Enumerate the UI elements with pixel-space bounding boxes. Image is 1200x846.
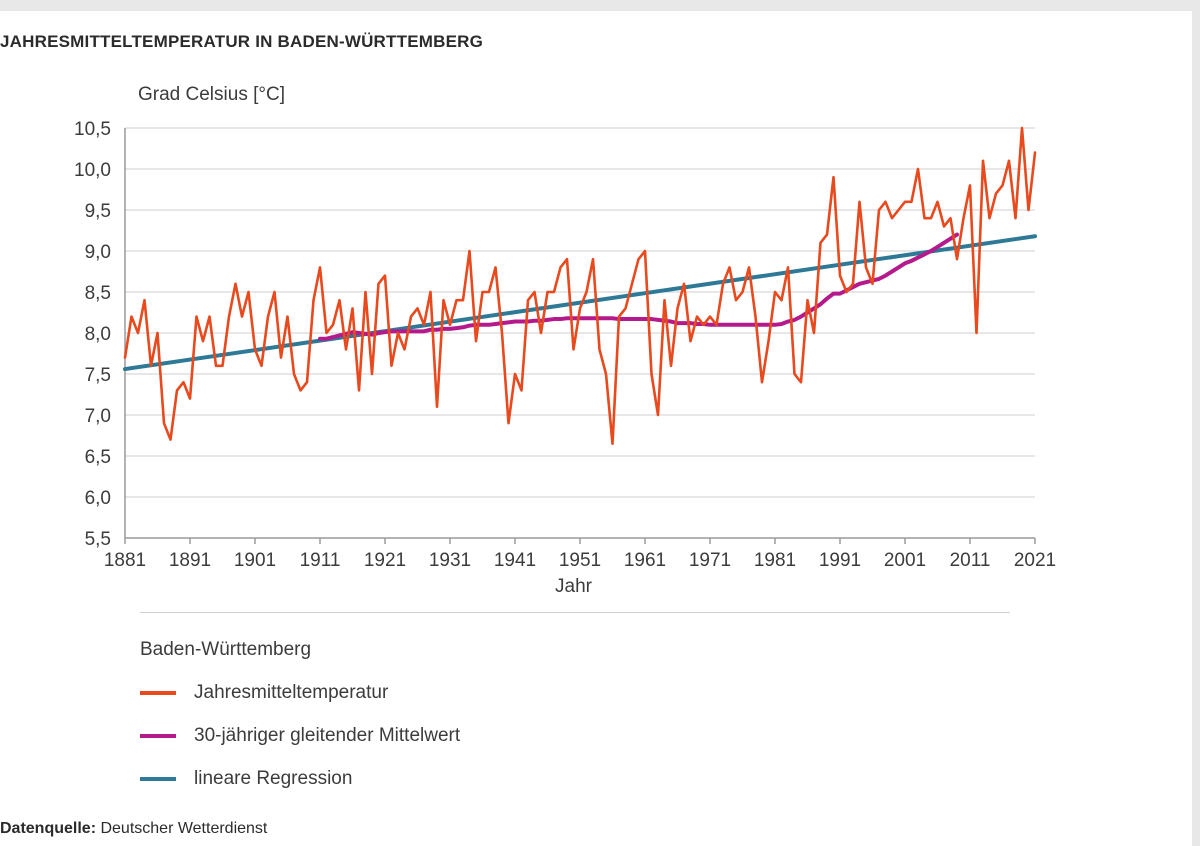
legend-label-gleitender-mittelwert: 30-jähriger gleitender Mittelwert (194, 725, 461, 746)
legend-group-title: Baden-Württemberg (140, 639, 312, 660)
y-tick-label: 10,5 (74, 119, 111, 140)
y-tick-label: 7,5 (84, 365, 111, 386)
series-lineare-regression (125, 236, 1035, 369)
legend-item-jahresmitteltemperatur[interactable] (140, 682, 1010, 704)
legend-swatch-lineare-regression (140, 777, 176, 781)
legend-label-jahresmitteltemperatur: Jahresmitteltemperatur (194, 682, 389, 703)
x-tick-label: 1881 (103, 550, 147, 571)
y-tick-label: 10,0 (74, 160, 111, 181)
legend-swatch-gleitender-mittelwert (140, 734, 176, 738)
x-tick-label: 1981 (753, 550, 797, 571)
data-source-label: Datenquelle: (0, 820, 97, 837)
x-tick-label: 1951 (558, 550, 602, 571)
x-tick-label: 1961 (623, 550, 667, 571)
legend-swatch-jahresmitteltemperatur (140, 691, 176, 695)
x-axis-label: Jahr (555, 576, 592, 597)
y-tick-label: 8,0 (84, 324, 111, 345)
y-axis-label: Grad Celsius [°C] (138, 84, 285, 105)
y-tick-label: 6,5 (84, 447, 111, 468)
legend-item-lineare-regression[interactable] (140, 768, 1010, 790)
legend-divider (140, 612, 1010, 613)
x-tick-label: 2021 (1013, 550, 1057, 571)
legend (140, 612, 1010, 790)
x-tick-label: 1991 (818, 550, 862, 571)
legend-item-gleitender-mittelwert[interactable] (140, 725, 1010, 747)
y-tick-label: 8,5 (84, 283, 111, 304)
page-title: JAHRESMITTELTEMPERATUR IN BADEN-WÜRTTEMBERG (0, 32, 484, 51)
x-tick-label: 2001 (883, 550, 927, 571)
x-tick-label: 1901 (233, 550, 277, 571)
y-tick-label: 5,5 (84, 529, 111, 550)
y-tick-label: 9,0 (84, 242, 111, 263)
y-tick-label: 9,5 (84, 201, 111, 222)
data-source-value: Deutscher Wetterdienst (100, 820, 268, 837)
x-tick-label: 1931 (428, 550, 472, 571)
y-tick-label: 6,0 (84, 488, 111, 509)
x-tick-label: 1941 (493, 550, 537, 571)
data-source (0, 820, 267, 838)
x-tick-label: 1911 (299, 550, 341, 571)
x-tick-label: 2011 (949, 550, 991, 571)
series-gleitender-mittelwert (320, 235, 957, 339)
x-tick-label: 1891 (168, 550, 212, 571)
x-tick-label: 1971 (688, 550, 732, 571)
y-tick-label: 7,0 (84, 406, 111, 427)
x-tick-label: 1921 (363, 550, 407, 571)
legend-label-lineare-regression: lineare Regression (194, 768, 353, 789)
series-jahresmitteltemperatur (125, 128, 1035, 444)
